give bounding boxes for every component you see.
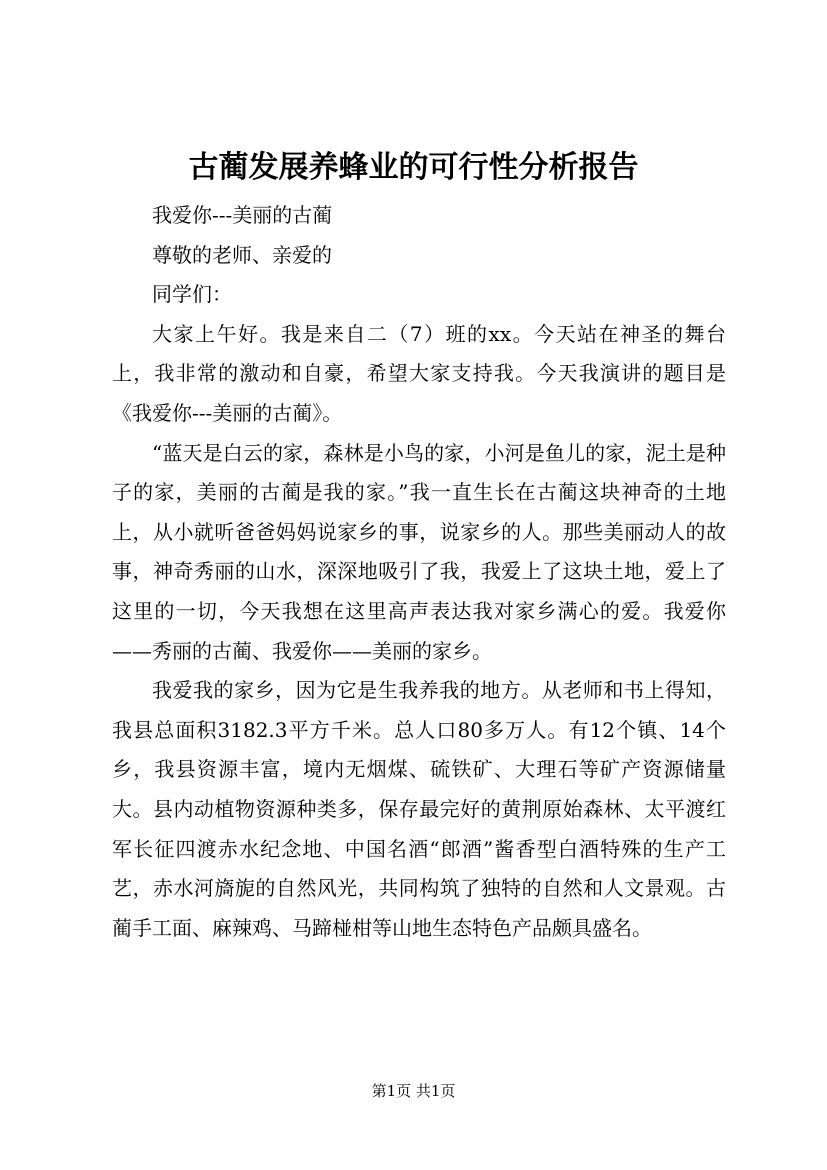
- document-body: [112, 196, 726, 948]
- paragraph-4: 大家上午好。我是来自二（7）班的xx。今天站在神圣的舞台上，我非常的激动和自豪，希望大家支持我。今天我演讲的题目是《我爱你---美丽的古蔺》。: [112, 321, 726, 425]
- document-title: 古蔺发展养蜂业的可行性分析报告: [188, 150, 639, 185]
- page-footer: 第1页 共1页: [371, 1082, 456, 1100]
- paragraph-6: 我爱我的家乡，因为它是生我养我的地方。从老师和书上得知，我县总面积3182.3平方千米。总人口80多万人。有12个镇、14个乡，我县资源丰富，境内无烟煤、硫铁矿、大理石等矿产资源储量大。县内动植物资源种类多，保存最完好的黄荆原始森林、太平渡红军长征四渡赤水纪念地、中国名酒“郎酒”酱香型白酒特殊的生产工艺，赤水河旖旎的自然风光，共同构筑了独特的自然和人文景观。古蔺手工面、麻辣鸡、马蹄椪柑等山地生态特色产品颇具盛名。: [112, 678, 726, 940]
- paragraph-2: 尊敬的老师、亲爱的: [152, 242, 332, 267]
- paragraph-3: 同学们：: [152, 282, 232, 307]
- paragraph-5: “蓝天是白云的家，森林是小鸟的家，小河是鱼儿的家，泥土是种子的家，美丽的古蔺是我的家。”我一直生长在古蔺这块神奇的土地上，从小就听爸爸妈妈说家乡的事，说家乡的人。那些美丽动人的故事，神奇秀丽的山水，深深地吸引了我，我爱上了这块土地，爱上了这里的一切，今天我想在这里高声表达我对家乡满心的爱。我爱你——秀丽的古蔺、我爱你——美丽的家乡。: [112, 440, 726, 663]
- paragraph-1: 我爱你---美丽的古蔺: [152, 203, 333, 227]
